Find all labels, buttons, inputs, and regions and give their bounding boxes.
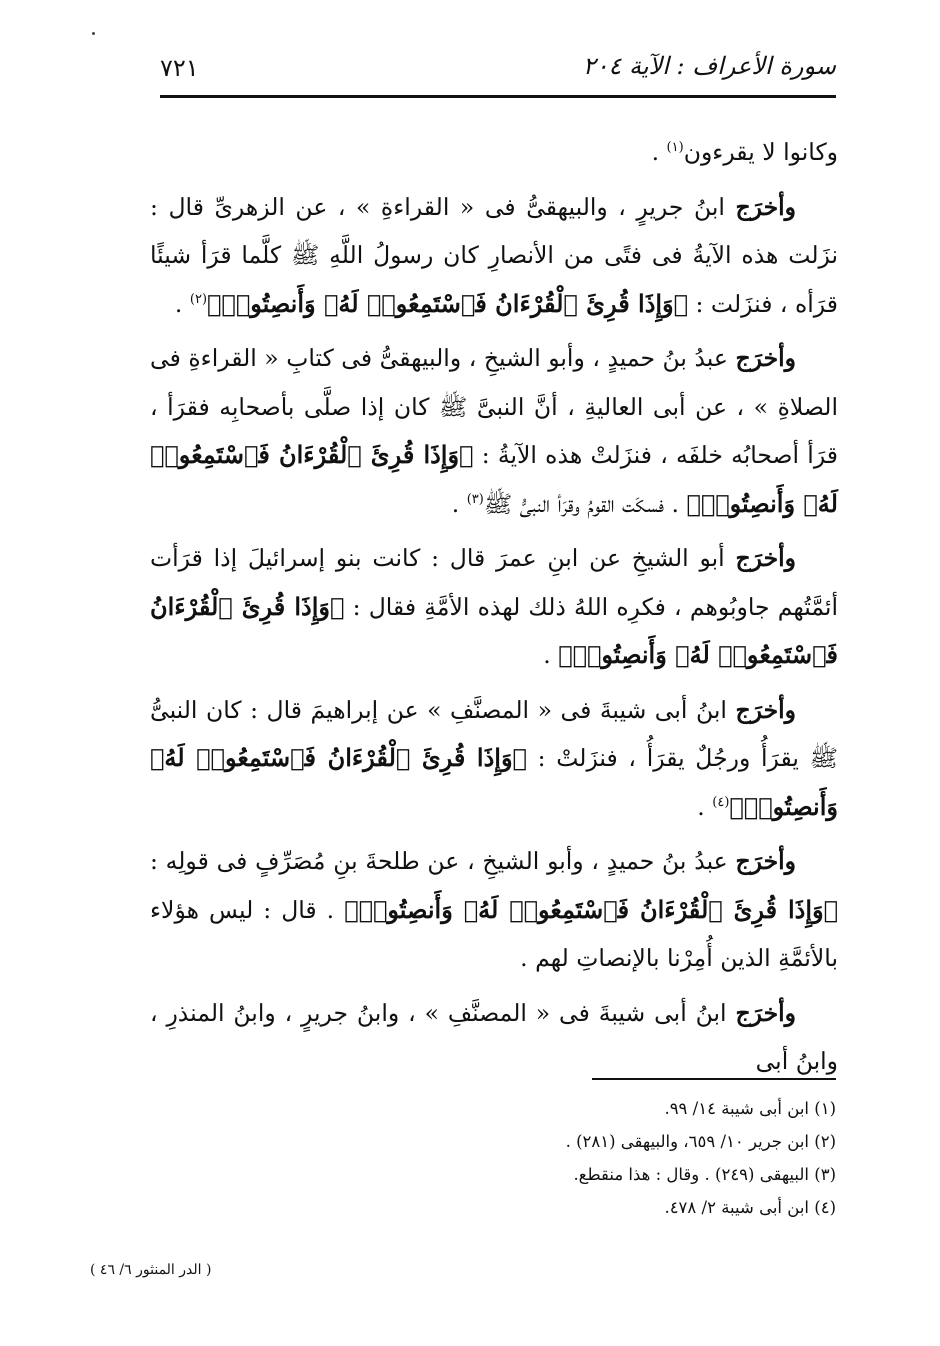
footnote-3: (٣) البيهقى (٢٤٩) . وقال : هذا منقطع. [573,1165,836,1184]
paragraph-text: ابنُ أبى شيبةَ فى « المصنَّفِ » عن إبراهيمَ قال : كان النبىُّ ﷺ يقرَأُ ورجُلٌ يقرَأُ ، فنزَلتْ : [150,695,839,772]
paragraph-2 [150,183,838,329]
paragraph-tail: . [174,289,190,318]
paragraph-text: ابنُ أبى شيبةَ فى « المصنَّفِ » ، وابنُ جريرٍ ، وابنُ المنذرِ ، وابنُ أبى [150,998,838,1075]
quran-verse: ﴿وَإِذَا قُرِئَ ٱلْقُرْءَانُ فَٱسْتَمِعُوا۟ لَهُۥ وَأَنصِتُوا۟﴾ [150,591,838,669]
footnotes [236,1092,836,1224]
quran-verse: ﴿وَإِذَا قُرِئَ ٱلْقُرْءَانُ فَٱسْتَمِعُوا۟ لَهُۥ وَأَنصِتُوا۟﴾ [207,288,689,318]
paragraph-lead: وأخرَج [735,847,796,875]
paragraph-1 [150,128,838,177]
paragraph-lead: وأخرَج [735,344,796,372]
paragraph-text-continued: . فسكَت القومُ وقرَأ النبىُّ ﷺ [483,489,687,518]
footnote-ref-1: (١) [666,140,684,156]
volume-page-reference: ( الدر المنثور ٦/ ٤٦ ) [90,1262,212,1278]
paragraph-lead: وأخرَج [735,544,796,572]
paragraph-3 [150,334,838,528]
paragraph-text: ابنُ جريرٍ ، والبيهقىُّ فى « القراءةِ » ، عن الزهرىِّ قال : نزَلت هذه الآيةُ فى فتًى من الأنصارِ كان رسولُ اللَّهِ ﷺ كلَّما قرَأ شيئًا قرَأه ، فنزَلت : [150,192,838,318]
page-number: ٧٢١ [160,54,199,82]
paragraph-tail: . [543,641,559,669]
footnote-separator [592,1078,836,1080]
paragraph-7 [150,989,838,1086]
paragraph-tail: . [651,138,667,166]
paragraph-tail: . [451,489,467,518]
paragraph-text: أبو الشيخِ عن ابنِ عمرَ قال : كانت بنو إسرائيلَ إذا قرَأت أئمَّتُهم جاوبُوهم ، فكرِه اللهُ ذلك لهذه الأمَّةِ فقال : [150,544,838,621]
header-rule [160,95,836,98]
paragraph-4 [150,534,838,680]
footnote-2: (٢) ابن جرير ١٠/ ٦٥٩، والبيهقى (٢٨١) . [565,1132,836,1151]
main-text [150,128,838,1092]
print-speck [92,32,95,35]
paragraph-text: عبدُ بنُ حميدٍ ، وأبو الشيخِ ، والبيهقىُّ فى كتابِ « القراءةِ فى الصلاةِ » ، عن أبى العاليةِ ، أنَّ النبىَّ ﷺ كان إذا صلَّى بأصحابِه فقرَأ ، قرَأ أصحابُه خلفَه ، فنزَلتْ هذه الآيةُ : [150,344,839,469]
paragraph-5 [150,686,838,832]
quran-verse: ﴿وَإِذَا قُرِئَ ٱلْقُرْءَانُ فَٱسْتَمِعُوا۟ لَهُۥ وَأَنصِتُوا۟﴾ [344,894,838,924]
paragraph-tail: . [697,792,713,821]
footnote-ref-2: (٢) [189,291,208,307]
paragraph-6 [150,837,838,983]
running-title: سورة الأعراف : الآية ٢٠٤ [582,52,836,80]
paragraph-text: عبدُ بنُ حميدٍ ، وأبو الشيخِ ، عن طلحةَ بنِ مُصَرِّفٍ فى قولِه : [150,847,736,875]
footnote-ref-4: (٤) [712,794,730,810]
paragraph-lead: وأخرَج [735,695,796,724]
footnote-ref-3: (٣) [466,491,484,507]
page-header [160,52,836,92]
footnote-1: (١) ابن أبى شيبة ١٤/ ٩٩. [664,1099,836,1118]
footnote-4: (٤) ابن أبى شيبة ٢/ ٤٧٨. [664,1198,836,1217]
paragraph-lead: وأخرَج [735,192,796,221]
paragraph-text: وكانوا لا يقرءون [683,138,838,166]
paragraph-lead: وأخرَج [735,998,796,1027]
quran-verse: ﴿وَإِذَا قُرِئَ ٱلْقُرْءَانُ فَٱسْتَمِعُوا۟ لَهُۥ وَأَنصِتُوا۟﴾ [150,743,838,821]
quran-verse: ﴿وَإِذَا قُرِئَ ٱلْقُرْءَانُ فَٱسْتَمِعُوا۟ لَهُۥ وَأَنصِتُوا۟﴾ [150,440,838,518]
paragraph-text-continued: . قال : ليس هؤلاء بالأئمَّةِ الذين أُمِرْنا بالإنصاتِ لهم . [150,895,838,972]
